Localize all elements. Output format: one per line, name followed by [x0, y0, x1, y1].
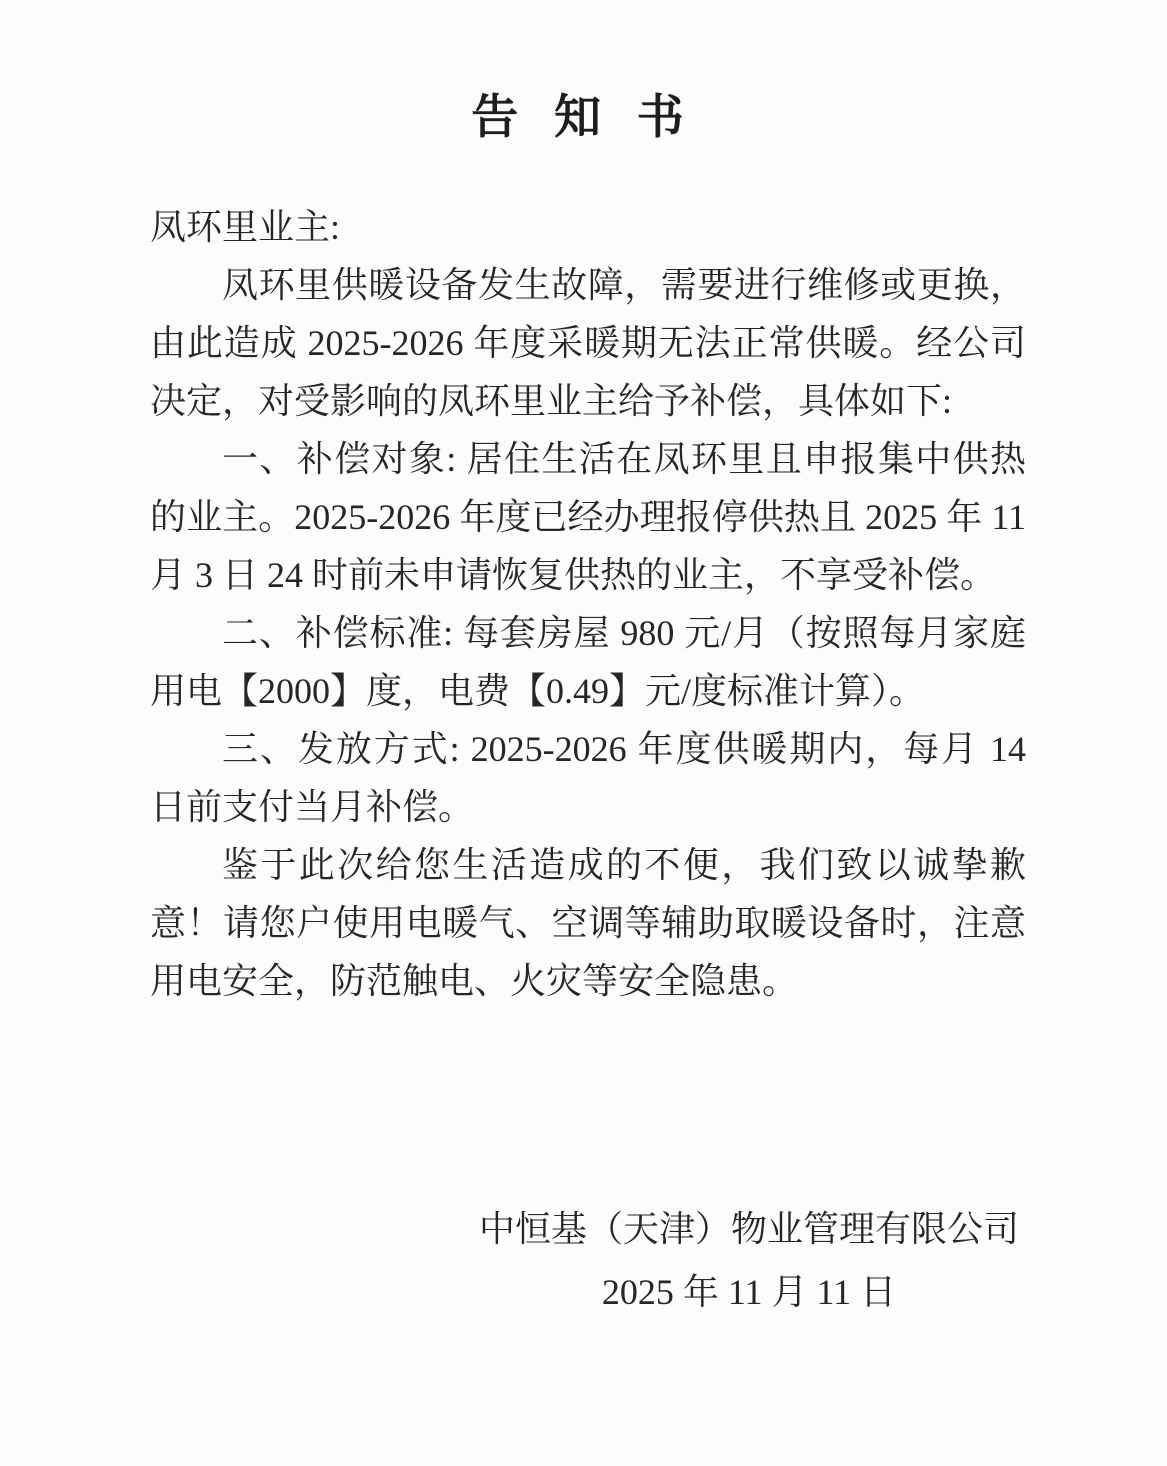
paragraph-intro: 凤环里供暖设备发生故障，需要进行维修或更换，由此造成 2025-2026 年度采暖期无法正常供暖。经公司决定，对受影响的凤环里业主给予补偿，具体如下: — [150, 265, 1026, 421]
paragraph-apology: 鉴于此次给您生活造成的不便，我们致以诚挚歉意！请您户使用电暖气、空调等辅助取暖设备时，注意用电安全，防范触电、火灾等安全隐患。 — [150, 845, 1026, 1001]
signature-company: 中恒基（天津）物业管理有限公司 — [478, 1209, 1019, 1249]
paragraph-compensation-standard: 二、补偿标准: 每套房屋 980 元/月（按照每月家庭用电【2000】度，电费【0.49】元/度标准计算）。 — [150, 613, 1026, 711]
document-body — [150, 198, 1026, 1010]
document-title: 告 知 书 — [471, 92, 696, 144]
paragraph-compensation-target: 一、补偿对象: 居住生活在凤环里且申报集中供热的业主。2025-2026 年度已经办理报停供热且 2025 年 11 月 3 日 24 时前未申请恢复供热的业主，不享受补偿。 — [150, 439, 1026, 595]
paragraph-payment-method: 三、发放方式: 2025-2026 年度供暖期内，每月 14 日前支付当月补偿。 — [150, 729, 1026, 827]
signature-date: 2025 年 11 月 11 日 — [601, 1272, 897, 1312]
signature-block — [479, 1198, 1019, 1324]
salutation: 凤环里业主: — [150, 207, 341, 247]
